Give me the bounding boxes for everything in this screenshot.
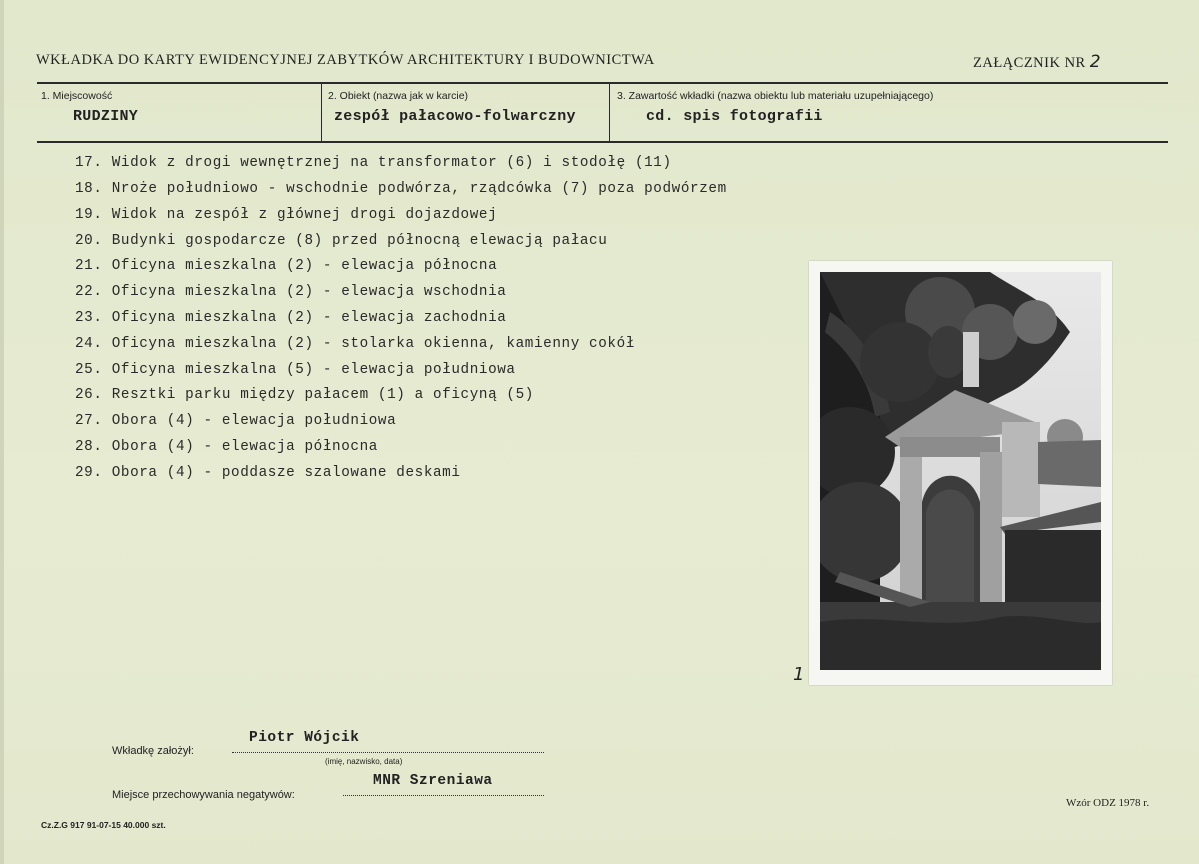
- annex-label-text: ZAŁĄCZNIK NR: [973, 55, 1086, 71]
- annex-label: [973, 52, 1101, 72]
- storage-label: Miejsce przechowywania negatywów:: [112, 789, 295, 801]
- list-item: 21. Oficyna mieszkalna (2) - elewacja północna: [75, 258, 498, 274]
- list-item: 27. Obora (4) - elewacja południowa: [75, 413, 397, 429]
- created-by-value: Piotr Wójcik: [249, 730, 360, 746]
- photo-number: 1: [793, 664, 805, 685]
- list-item: 18. Nroże południowo - wschodnie podwórza, rządcówka (7) poza podwórzem: [75, 181, 727, 197]
- field-divider-1: [321, 84, 322, 141]
- created-by-line: [232, 752, 544, 753]
- storage-value: MNR Szreniawa: [373, 773, 493, 789]
- header-bottom-rule: [37, 141, 1168, 143]
- list-item: 23. Oficyna mieszkalna (2) - elewacja zachodnia: [75, 310, 507, 326]
- created-by-hint: (imię, nazwisko, data): [325, 757, 403, 766]
- list-item: 28. Obora (4) - elewacja północna: [75, 439, 378, 455]
- list-item: 19. Widok na zespół z głównej drogi dojazdowej: [75, 207, 498, 223]
- storage-line: [343, 795, 544, 796]
- print-info: Cz.Z.G 917 91-07-15 40.000 szt.: [41, 820, 166, 830]
- locality-value: RUDZINY: [73, 108, 139, 125]
- object-value: zespół pałacowo-folwarczny: [334, 108, 576, 125]
- object-label: 2. Obiekt (nazwa jak w karcie): [328, 90, 469, 102]
- list-item: 25. Oficyna mieszkalna (5) - elewacja południowa: [75, 362, 516, 378]
- list-item: 26. Resztki parku między pałacem (1) a oficyną (5): [75, 387, 534, 403]
- attached-photograph: [809, 261, 1112, 685]
- list-item: 24. Oficyna mieszkalna (2) - stolarka okienna, kamienny cokół: [75, 336, 635, 352]
- field-divider-2: [609, 84, 610, 141]
- form-title: WKŁADKA DO KARTY EWIDENCYJNEJ ZABYTKÓW ARCHITEKTURY I BUDOWNICTWA: [36, 52, 655, 68]
- contents-value: cd. spis fotografii: [646, 108, 823, 125]
- header-top-rule: [37, 82, 1168, 84]
- annex-number: 2: [1089, 52, 1102, 72]
- list-item: 29. Obora (4) - poddasze szalowane deskami: [75, 465, 461, 481]
- locality-label: 1. Miejscowość: [41, 90, 113, 102]
- created-by-label: Wkładkę założył:: [112, 745, 194, 757]
- list-item: 20. Budynki gospodarcze (8) przed północną elewacją pałacu: [75, 233, 608, 249]
- form-info: Wzór ODZ 1978 r.: [1066, 797, 1150, 809]
- list-item: 17. Widok z drogi wewnętrznej na transformator (6) i stodołę (11): [75, 155, 672, 171]
- list-item: 22. Oficyna mieszkalna (2) - elewacja wschodnia: [75, 284, 507, 300]
- contents-label: 3. Zawartość wkładki (nazwa obiektu lub materiału uzupełniającego): [617, 90, 934, 102]
- gate-photo-image: [820, 272, 1101, 670]
